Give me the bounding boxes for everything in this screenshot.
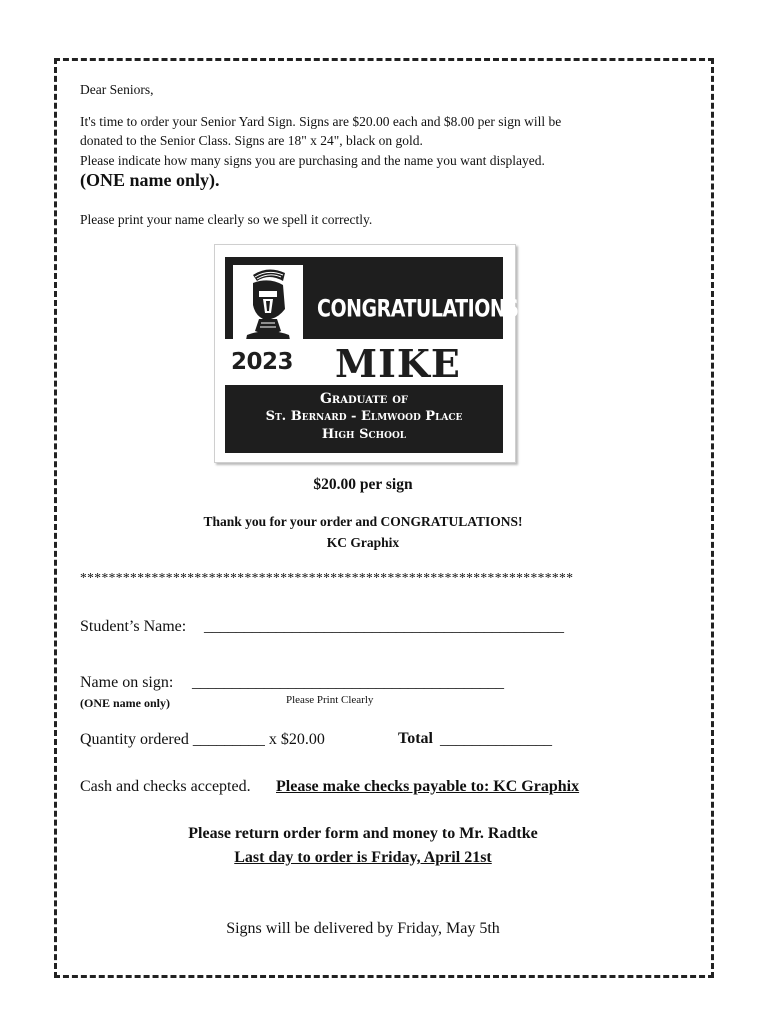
order-deadline: Last day to order is Friday, April 21st (234, 849, 492, 866)
sign-year: 2023 (231, 349, 294, 375)
return-instructions: Please return order form and money to Mr. Radtke (188, 825, 538, 842)
intro-line-2: donated to the Senior Class. Signs are 18" x 24", black on gold. (80, 133, 423, 148)
student-name-label: Student’s Name: (80, 618, 187, 635)
sign-graduate-of: Graduate of (319, 391, 409, 407)
sign-name-field[interactable]: _______________________________________ (192, 674, 504, 691)
print-name-note: Please print your name clearly so we spell it correctly. (80, 212, 373, 227)
payment-methods-text: Cash and checks accepted. (80, 778, 251, 795)
student-name-field[interactable]: _____________________________________________ (204, 618, 564, 635)
quantity-ordered-field[interactable]: Quantity ordered _________ x $20.00 (80, 731, 325, 748)
one-name-only-note: (ONE name only) (80, 696, 170, 710)
yard-sign-image (214, 244, 519, 463)
sign-panel (225, 257, 519, 453)
greeting: Dear Seniors, (80, 82, 154, 97)
one-name-only-heading: (ONE name only). (80, 170, 220, 190)
sign-student-name: MIKE (335, 341, 461, 386)
sign-school-line-1: St. Bernard - Elmwood Place (265, 409, 463, 424)
trojan-helmet-icon (233, 265, 303, 349)
print-clearly-note: Please Print Clearly (286, 694, 374, 706)
star-divider: ********************************************************************* (80, 570, 574, 585)
sign-congratulations: CONGRATULATIONS (317, 295, 519, 323)
intro-line-3: Please indicate how many signs you are purchasing and the name you want displayed. (80, 153, 545, 168)
total-field[interactable]: ______________ (440, 731, 552, 748)
intro-line-1: It's time to order your Senior Yard Sign. Signs are $20.00 each and $8.00 per sign will be (80, 114, 562, 129)
thank-you-text: Thank you for your order and CONGRATULATIONS! (203, 514, 523, 529)
company-name: KC Graphix (326, 535, 400, 550)
payable-to-text: Please make checks payable to: KC Graphix (276, 778, 580, 795)
total-label: Total (398, 730, 433, 747)
price-per-sign: $20.00 per sign (313, 476, 413, 493)
delivery-date-text: Signs will be delivered by Friday, May 5th (226, 920, 500, 937)
sign-school-line-2: High School (321, 427, 407, 442)
sign-name-label: Name on sign: (80, 674, 174, 691)
